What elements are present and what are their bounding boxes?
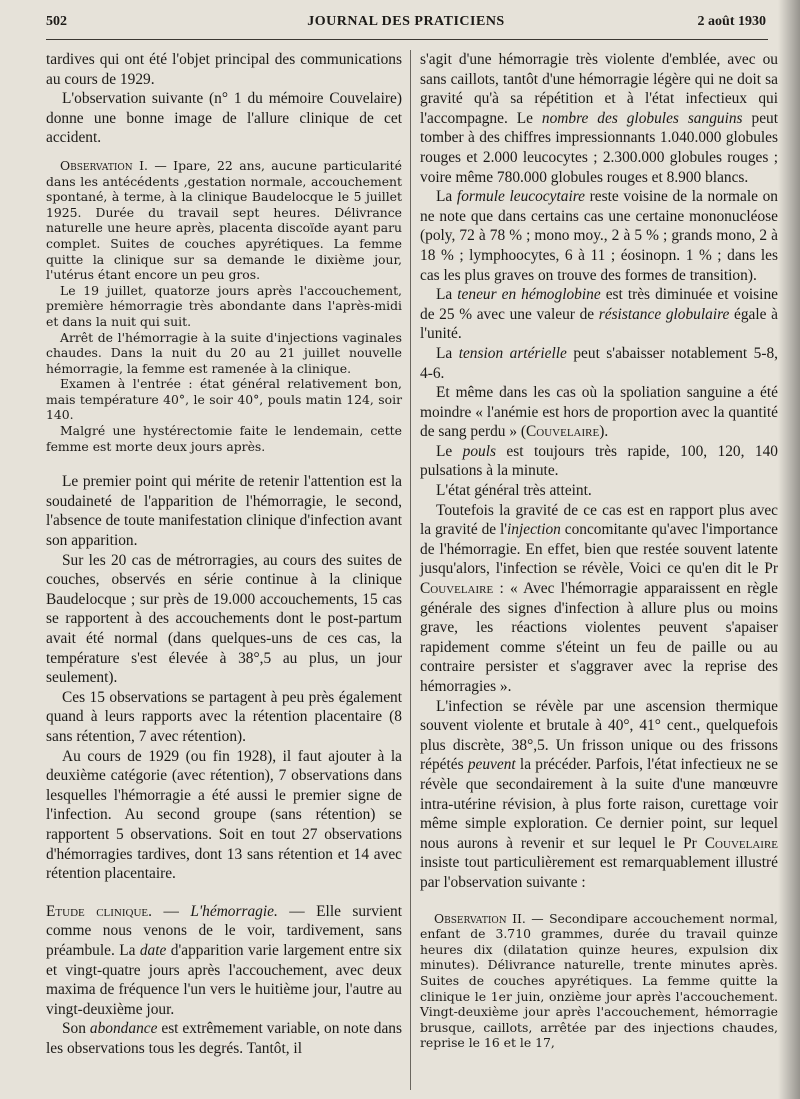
observation-text: — Secondipare accouchement normal, enfant de 3.710 grammes, durée du travail quinze heures dix (dilatation quinze heures, expulsion dix minutes). Délivrance naturelle, trente minutes après. Suites de couches apyrétiques. La femme quitte la clinique le 1er juin, onzième jour après l'accouchement. Vingt-deuxième jour après l'accouchement, hémorragie brusque, caillots, arrêtée par des injections chaudes, reprise le 16 et le 17, bbox=[420, 910, 778, 1051]
paragraph bbox=[420, 285, 778, 344]
text-run: : « Avec l'hémorragie apparaissent en règle générale des signes d'infection à allure plus ou moins grave, les réactions violentes peuvent s'apaiser rapidement comme s'éteint un feu de paille ou au contraire persister et s'aggraver avec la reprise des hémorragies ». bbox=[420, 580, 778, 695]
spacer bbox=[46, 148, 402, 158]
text-run: est extrêmement variable, on note dans les observations tous les degrés. Tantôt, il bbox=[46, 1020, 402, 1057]
italic-term: pouls bbox=[462, 442, 497, 460]
paragraph: Au cours de 1929 (ou fin 1928), il faut ajouter à la deuxième catégorie (avec rétention), 7 observations dans lesquelles l'hémorragie a été aussi le premier signe de l'infection. Au second groupe (sans rétention) se rapportent 5 observations. Soit en tout 27 observations d'hémorragies tardives, dont 13 sans rétention et 14 avec rétention placentaire. bbox=[46, 747, 402, 883]
paragraph bbox=[420, 501, 778, 697]
spacer bbox=[46, 884, 402, 902]
paragraph bbox=[420, 50, 778, 187]
text-run: peut tomber à des chiffres impressionnants 1.040.000 globules rouges et 2.000 leucocytes ; 2.300.000 globules rouges ; voire même 780.000 globules rouges et 8.900 blancs. bbox=[420, 109, 778, 186]
text-run: La bbox=[436, 344, 459, 362]
author-name: Couvelaire bbox=[420, 580, 494, 598]
observation-paragraph: Examen à l'entrée : état général relativement bon, mais température 40°, le soir 40°, pouls matin 124, soir 140. bbox=[46, 376, 402, 423]
text-run: égale à l'unité. bbox=[420, 305, 778, 343]
paragraph: Le premier point qui mérite de retenir l'attention est la soudaineté de l'apparition de l'hémorragie, le second, l'absence de toute manifestation clinique d'infection avant son apparition. bbox=[46, 473, 402, 550]
spacer bbox=[46, 454, 402, 472]
text-run: ). bbox=[599, 423, 609, 441]
italic-term: teneur en hémoglobine bbox=[457, 286, 601, 304]
italic-term: abondance bbox=[89, 1020, 158, 1038]
observation-1 bbox=[46, 158, 402, 283]
left-column bbox=[46, 50, 402, 1058]
paragraph bbox=[420, 697, 778, 893]
column-divider bbox=[410, 50, 411, 1090]
page-edge-shadow bbox=[778, 0, 800, 1099]
issue-date: 2 août 1930 bbox=[697, 14, 766, 29]
observation-label: Observation II. bbox=[434, 910, 526, 926]
observation-paragraph: Malgré une hystérectomie faite le lendemain, cette femme est morte deux jours après. bbox=[46, 423, 402, 454]
paragraph bbox=[420, 187, 778, 285]
text-run: — bbox=[151, 902, 191, 920]
paragraph: Ces 15 observations se partagent à peu près également quand à leurs rapports avec la rétention placentaire (8 sans rétention, 7 avec rétention). bbox=[46, 688, 402, 745]
paragraph: Sur les 20 cas de métrorragies, au cours des suites de couches, observés en série continue à la clinique Baudelocque ; sur près de 19.000 accouchements, 15 cas se rapportent à des accouchements dont le post-partum avait été normal (dans quelques-uns de ces cas, la température s'est élevée à 38°,5 au plus, un jour seulement). bbox=[46, 551, 402, 687]
running-header bbox=[46, 14, 766, 36]
observation-paragraph: Arrêt de l'hémorragie à la suite d'injections vaginales chaudes. Dans la nuit du 20 au 21 juillet nouvelle hémorragie, la femme est ramenée à la clinique. bbox=[46, 329, 402, 376]
italic-term: nombre des globules sanguins bbox=[541, 109, 743, 127]
page-number: 502 bbox=[46, 14, 67, 29]
observation-2 bbox=[420, 911, 778, 1051]
italic-term: peuvent bbox=[467, 756, 516, 774]
paragraph bbox=[420, 344, 778, 383]
observation-label: Observation I. bbox=[60, 157, 148, 173]
paragraph bbox=[46, 1019, 402, 1058]
paragraph bbox=[420, 442, 778, 481]
header-rule bbox=[46, 39, 768, 40]
right-column bbox=[420, 50, 778, 1051]
text-run: concomitante qu'avec l'importance de l'hémorragie. En effet, bien que restée souvent latente jusqu'alors, l'infection se révèle, Voici ce qu'en dit le Pr bbox=[420, 521, 778, 578]
subsection-heading: L'hémorragie. bbox=[190, 902, 278, 920]
italic-term: résistance globulaire bbox=[598, 305, 730, 323]
paragraph: L'état général très atteint. bbox=[436, 482, 592, 500]
text-run: Son bbox=[62, 1020, 90, 1038]
text-run: reste voisine de la normale on ne note que dans certains cas une certaine mononucléose (poly, 72 à 78 % ; mono moy., 2 à 5 % ; grands mono, 2 à 18 % ; lymphoocytes, 6 à 11 ; éosinopn. 1 % ; dans les cas les plus graves on trouve des formes de transition). bbox=[420, 188, 778, 284]
author-name: Couvelaire bbox=[704, 834, 778, 852]
text-run: peut s'abaisser notablement 5-8, 4-6. bbox=[420, 344, 778, 382]
text-run: d'apparition varie largement entre six et vingt-quatre jours après l'accouchement, avec deux maxima de fréquence l'un vers le huitième jour, l'autre au vingt-deuxième jour. bbox=[46, 941, 402, 1018]
text-run: Le bbox=[436, 442, 463, 460]
italic-term: date bbox=[139, 941, 167, 959]
text-run: insiste tout particulièrement est remarquablement illustré par l'observation suivante : bbox=[420, 854, 778, 891]
text-run: Toutefois la gravité de ce cas est en rapport plus avec la gravité de l' bbox=[420, 501, 778, 539]
observation-paragraph: Le 19 juillet, quatorze jours après l'accouchement, première hémorragie très abondante dans l'après-midi et dans la nuit qui suit. bbox=[46, 282, 402, 329]
text-run: la précéder. Parfois, l'état infectieux ne se révèle que secondairement à la suite d'une manœuvre intra-utérine révision, à plus forte raison, curettage voir même simple exploration. Ce dernier point, sur lequel nous aurons à revenir et sur lequel le Pr bbox=[420, 756, 778, 852]
text-run: L'infection se révèle par une ascension thermique souvent violente et brutale à 40°, 41° cent., quelquefois plus discrète, 38°,5. Un frisson unique ou des frissons répétés bbox=[420, 697, 778, 774]
section-heading: Etude clinique. bbox=[46, 902, 152, 920]
text-run: La bbox=[436, 188, 457, 206]
paragraph bbox=[420, 383, 778, 442]
text-run: La bbox=[436, 286, 458, 304]
italic-term: injection bbox=[507, 521, 561, 539]
text-run: — Elle survient comme nous venons de le voir, tardivement, sans préambule. La bbox=[46, 902, 402, 959]
paragraph: L'observation suivante (n° 1 du mémoire Couvelaire) donne une bonne image de l'allure clinique de cet accident. bbox=[46, 90, 402, 147]
journal-title: JOURNAL DES PRATICIENS bbox=[307, 14, 505, 29]
section-etude-clinique bbox=[46, 902, 402, 1020]
author-name: Couvelaire bbox=[526, 423, 600, 441]
text-run: est toujours très rapide, 100, 120, 140 pulsations à la minute. bbox=[420, 442, 778, 480]
italic-term: formule leucocytaire bbox=[456, 188, 585, 206]
text-run: est très diminuée et voisine de 25 % avec une valeur de bbox=[420, 286, 778, 323]
text-run: s'agit d'une hémorragie très violente d'emblée, avec ou sans caillots, tantôt d'une hémorragie légère qui ne doit sa gravité qu'à sa répétition et à l'état infectieux qui l'accompagne. Le bbox=[420, 51, 778, 127]
italic-term: tension artérielle bbox=[458, 344, 567, 362]
observation-text: — Ipare, 22 ans, aucune particularité dans les antécédents ,gestation normale, accouchement spontané, à terme, à la clinique Baudelocque le 5 juillet 1925. Durée du travail sept heures. Délivrance naturelle une heure après, placenta discoïde ayant paru complet. Suites de couches apyrétiques. La femme quitte la clinique sur sa demande le dixième jour, l'utérus étant encore un peu gros. bbox=[46, 157, 402, 283]
paragraph: tardives qui ont été l'objet principal des communications au cours de 1929. bbox=[46, 51, 402, 88]
spacer bbox=[420, 893, 778, 911]
text-run: Et même dans les cas où la spoliation sanguine a été moindre « l'anémie est hors de proportion avec la quantité de sang perdu » ( bbox=[420, 384, 778, 441]
